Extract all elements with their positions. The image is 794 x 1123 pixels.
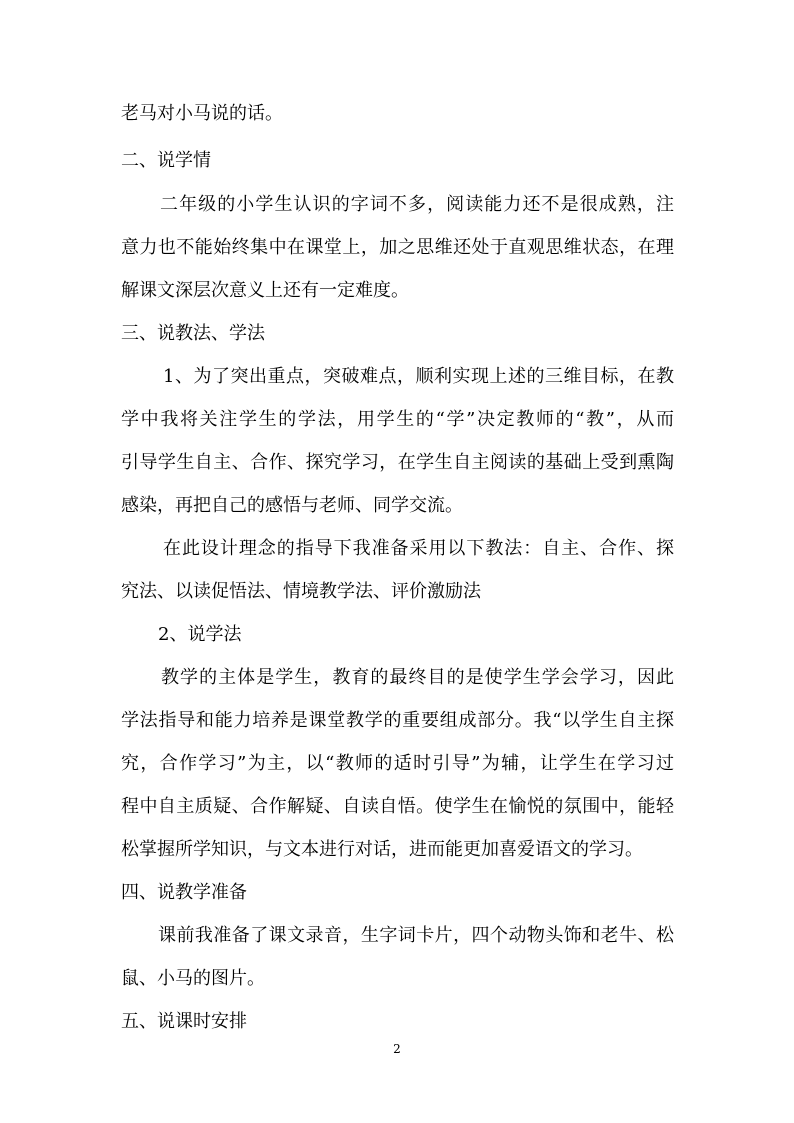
text-line: 二年级的小学生认识的字词不多，阅读能力还不是很成熟，注	[160, 194, 674, 215]
text-line: 教学的主体是学生，教育的最终目的是使学生学会学习，因此	[161, 667, 674, 688]
text-line: 学中我将关注学生的学法，用学生的“学”决定教师的“教”，从而	[121, 409, 674, 430]
text-line: 松掌握所学知识，与文本进行对话，进而能更加喜爱语文的学习。	[121, 839, 643, 860]
text-line: 程中自主质疑、合作解疑、自读自悟。使学生在愉悦的氛围中，能轻	[121, 796, 674, 817]
section-heading-student-analysis: 二、说学情	[121, 150, 211, 171]
section-heading-schedule: 五、说课时安排	[121, 1011, 247, 1032]
text-line: 感染，再把自己的感悟与老师、同学交流。	[121, 495, 463, 516]
text-line: 意力也不能始终集中在课堂上，加之思维还处于直观思维状态，在理	[121, 237, 674, 258]
text-line: 究法、以读促悟法、情境教学法、评价激励法	[121, 581, 481, 602]
section-heading-teaching-methods: 三、说教法、学法	[121, 323, 265, 344]
text-line: 1、为了突出重点，突破难点，顺利实现上述的三维目标，在教	[163, 366, 674, 387]
text-line: 鼠、小马的图片。	[121, 968, 265, 989]
text-line: 引导学生自主、合作、探究学习，在学生自主阅读的基础上受到熏陶	[121, 452, 674, 473]
text-line: 在此设计理念的指导下我准备采用以下教法：自主、合作、探	[163, 538, 674, 559]
text-line: 解课文深层次意义上还有一定难度。	[121, 280, 409, 301]
text-line: 课前我准备了课文录音，生字词卡片，四个动物头饰和老牛、松	[158, 925, 674, 946]
page-number: 2	[393, 1042, 401, 1056]
text-line: 学法指导和能力培养是课堂教学的重要组成部分。我“以学生自主探	[121, 710, 674, 731]
text-line: 究，合作学习”为主，以“教师的适时引导”为辅，让学生在学习过	[121, 753, 674, 774]
section-heading-preparation: 四、说教学准备	[121, 882, 247, 903]
text-line: 老马对小马说的话。	[121, 103, 283, 124]
subheading-learning-methods: 2、说学法	[158, 624, 242, 645]
